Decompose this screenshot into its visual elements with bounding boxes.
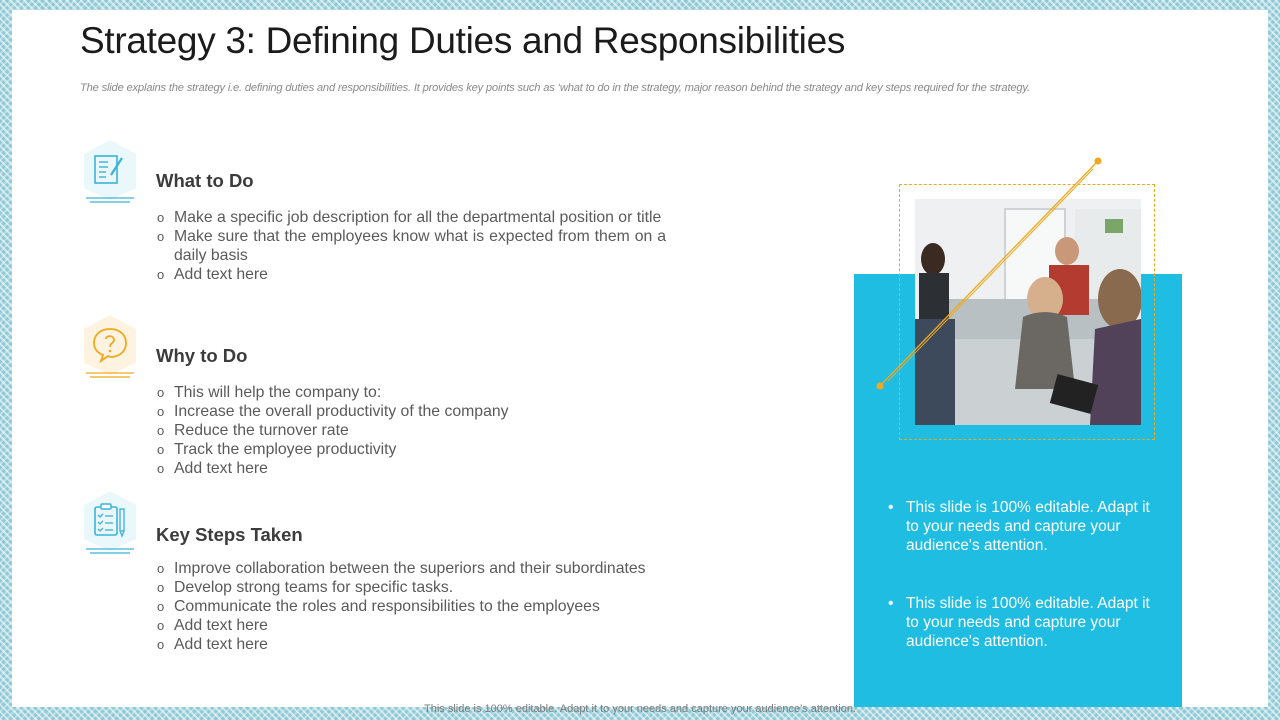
footer-note: This slide is 100% editable. Adapt it to your needs and capture your audience's attention.	[424, 703, 856, 715]
list-item: o Track the employee productivity	[156, 440, 666, 459]
section-why-to-do	[78, 313, 698, 483]
section-heading: What to Do	[156, 170, 254, 191]
section-list	[156, 559, 666, 654]
panel-bullet: • This slide is 100% editable. Adapt it to your needs and capture your audience's attention.	[888, 594, 1158, 651]
section-list	[156, 208, 666, 284]
list-item: o This will help the company to:	[156, 383, 666, 402]
slide	[12, 10, 1268, 707]
clipboard-checklist-icon	[78, 489, 142, 561]
panel-bullet: • This slide is 100% editable. Adapt it to your needs and capture your audience's attention.	[888, 498, 1158, 555]
section-heading: Key Steps Taken	[156, 524, 303, 545]
list-item: o Make sure that the employees know what is expected from them on a daily basis	[156, 227, 666, 265]
list-item: o Increase the overall productivity of the company	[156, 402, 666, 421]
slide-title: Strategy 3: Defining Duties and Responsibilities	[80, 20, 846, 61]
section-key-steps-taken	[78, 489, 698, 659]
section-what-to-do	[78, 138, 698, 283]
slide-subtitle: The slide explains the strategy i.e. defining duties and responsibilities. It provides key points such as ‘what to do in the strategy, major reason behind the strategy and key steps required for the strategy.	[80, 82, 1030, 94]
list-item: o Add text here	[156, 635, 666, 654]
list-item: o Add text here	[156, 616, 666, 635]
list-item: o Reduce the turnover rate	[156, 421, 666, 440]
decorative-diagonal-lines	[872, 155, 1112, 395]
panel-bullet-list-2	[888, 594, 1158, 651]
list-item: o Add text here	[156, 459, 666, 478]
question-bubble-icon	[78, 313, 142, 385]
list-item: o Develop strong teams for specific tasks.	[156, 578, 666, 597]
section-heading: Why to Do	[156, 345, 248, 366]
list-item: o Add text here	[156, 265, 666, 284]
panel-bullet-list-1	[888, 498, 1158, 555]
document-edit-icon	[78, 138, 142, 210]
list-item: o Make a specific job description for all the departmental position or title	[156, 208, 666, 227]
section-list	[156, 383, 666, 478]
list-item: o Communicate the roles and responsibilities to the employees	[156, 597, 666, 616]
list-item: o Improve collaboration between the superiors and their subordinates	[156, 559, 666, 578]
